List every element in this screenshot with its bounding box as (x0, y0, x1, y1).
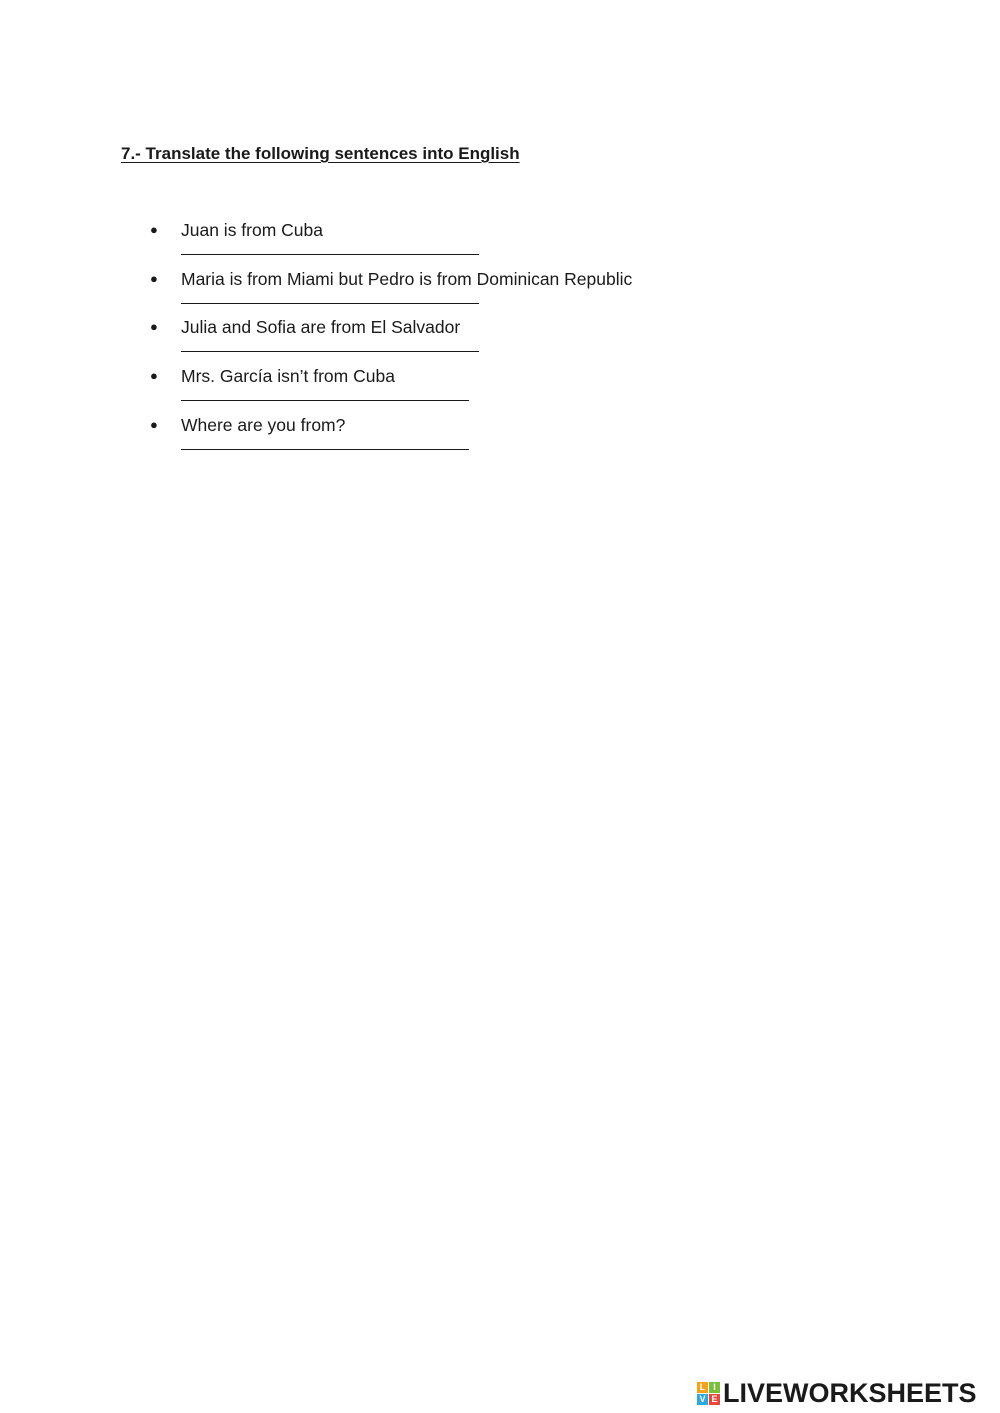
logo-text: LIVEWORKSHEETS (723, 1377, 977, 1408)
logo-mark-tile: V (697, 1394, 708, 1405)
logo-mark-icon (697, 1382, 720, 1405)
logo-mark-tile: L (697, 1382, 708, 1393)
answer-line[interactable] (181, 303, 479, 304)
sentence-text: Mrs. García isn’t from Cuba (181, 366, 395, 386)
bullet-icon: ● (150, 222, 158, 237)
exercise-heading: 7.- Translate the following sentences into English (121, 144, 520, 163)
answer-line[interactable] (181, 351, 479, 352)
bullet-icon: ● (150, 271, 158, 286)
answer-line[interactable] (181, 449, 469, 450)
bullet-icon: ● (150, 368, 158, 383)
logo-mark-tile: I (709, 1382, 720, 1393)
sentence-text: Juan is from Cuba (181, 220, 324, 240)
sentence-text: Maria is from Miami but Pedro is from Dominican Republic (181, 269, 633, 289)
liveworksheets-logo (697, 1378, 977, 1408)
bullet-icon: ● (150, 417, 158, 432)
answer-line[interactable] (181, 400, 469, 401)
bullet-icon: ● (150, 319, 158, 334)
logo-mark-tile: E (709, 1394, 720, 1405)
sentence-text: Julia and Sofia are from El Salvador (181, 317, 461, 337)
sentence-text: Where are you from? (181, 415, 346, 435)
answer-line[interactable] (181, 254, 479, 255)
